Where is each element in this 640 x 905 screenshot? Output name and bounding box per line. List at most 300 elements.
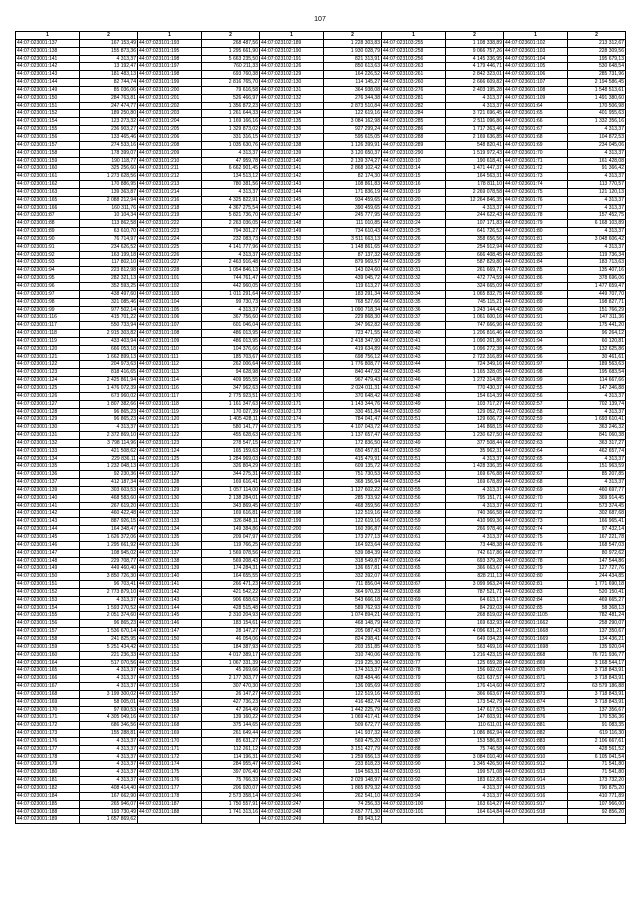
cadastral-value-cell: 390 459,65	[324, 204, 382, 212]
cadastral-value-cell: 96 865,23	[80, 408, 138, 416]
cadastral-value-cell: 2 773 879,10	[80, 588, 138, 596]
table-row	[16, 447, 626, 455]
cadastral-value-cell: 4 313,37	[446, 534, 504, 542]
cadastral-number-cell: 44:07:023102:148	[260, 220, 324, 228]
cadastral-value-cell: 198 827,71	[568, 298, 626, 306]
cadastral-value-cell: 887 926,15	[80, 518, 138, 526]
cadastral-number-cell: 44:07:023601:1662	[504, 620, 568, 628]
cadastral-value-cell: 2 372 869,10	[80, 432, 138, 440]
cadastral-number-cell: 44:07:023102:175	[260, 424, 324, 432]
cadastral-value-cell: 75 746,58	[446, 745, 504, 753]
cadastral-number-cell: 44:07:023601:873	[504, 690, 568, 698]
cadastral-value-cell: 1 750 557,91	[202, 800, 260, 808]
cadastral-number-cell: 44:07:023103:52	[382, 424, 446, 432]
cadastral-value-cell: 326 848,11	[202, 518, 260, 526]
cadastral-number-cell: 44:07:023102:149	[260, 228, 324, 236]
cadastral-number-cell: 44:07:023102:135	[260, 118, 324, 126]
cadastral-value-cell: 795 151,71	[446, 494, 504, 502]
cadastral-value-cell: 1 519 972,43	[446, 149, 504, 157]
table-row	[16, 228, 626, 236]
cadastral-number-cell: 44:07:023101:121	[138, 424, 202, 432]
table-row	[16, 39, 626, 47]
cadastral-number-cell: 44:07:023103:40	[382, 330, 446, 338]
cadastral-number-cell: 44:07:023001:126	[16, 392, 80, 400]
cadastral-number-cell: 44:07:023103:25	[382, 228, 446, 236]
cadastral-value-cell: 234 045,06	[568, 141, 626, 149]
cadastral-value-cell: 745 115,21	[446, 298, 504, 306]
table-row	[16, 204, 626, 212]
cadastral-value-cell: 330 451,84	[324, 408, 382, 416]
table-row	[16, 800, 626, 808]
cadastral-number-cell: 44:07:023602:80	[504, 573, 568, 581]
cadastral-number-cell: 44:07:023001:87	[16, 212, 80, 220]
cadastral-value-cell: 4 313,37	[568, 392, 626, 400]
cadastral-value-cell: 229 836,11	[80, 455, 138, 463]
cadastral-value-cell: 628 484,46	[324, 675, 382, 683]
cadastral-value-cell: 4 141 777,96	[202, 243, 260, 251]
cadastral-value-cell: 673 960,02	[80, 392, 138, 400]
cadastral-value-cell: 219 225,30	[324, 659, 382, 667]
cadastral-value-cell: 178 399,07	[80, 149, 138, 157]
cadastral-value-cell: 63 610,70	[80, 228, 138, 236]
cadastral-number-cell: 44:07:023601:916	[504, 792, 568, 800]
cadastral-value-cell: 332 392,07	[324, 573, 382, 581]
cadastral-number-cell: 44:07:023101:140	[138, 573, 202, 581]
cadastral-value-cell: 47 959,78	[202, 157, 260, 165]
cadastral-number-cell: 44:07:023001:147	[16, 549, 80, 557]
cadastral-number-cell: 44:07:023601:71	[504, 157, 568, 165]
cadastral-value-cell: 4 313,37	[446, 94, 504, 102]
table-row	[16, 628, 626, 636]
cadastral-value-cell: 580 141,77	[202, 424, 260, 432]
cadastral-value-cell: 9 066 757,26	[446, 47, 504, 55]
cadastral-number-cell: 44:07:023101:134	[138, 526, 202, 534]
cadastral-value-cell: 149 384,86	[202, 526, 260, 534]
cadastral-number-cell: 44:07:023101:201	[138, 94, 202, 102]
cadastral-value-cell: 1 345 426,50	[446, 761, 504, 769]
cadastral-number-cell: 44:07:023601:871	[504, 675, 568, 683]
cadastral-value-cell	[568, 816, 626, 824]
cadastral-number-cell: 44:07:023102:139	[260, 149, 324, 157]
cadastral-number-cell	[382, 816, 446, 824]
cadastral-value-cell: 563 469,16	[446, 643, 504, 651]
cadastral-value-cell: 4 313,37	[446, 792, 504, 800]
cadastral-value-cell: 60 120,81	[568, 337, 626, 345]
cadastral-number-cell: 44:07:023102:166	[260, 361, 324, 369]
cadastral-value-cell: 12 264 846,35	[446, 196, 504, 204]
cadastral-number-cell: 44:07:023602:58	[504, 408, 568, 416]
cadastral-value-cell: 2 194 586,45	[568, 79, 626, 87]
cadastral-value-cell: 744 761,47	[202, 275, 260, 283]
cadastral-number-cell: 44:07:023103:289	[382, 141, 446, 149]
cadastral-value-cell: 4 325 822,91	[202, 196, 260, 204]
cadastral-value-cell: 415 479,91	[324, 455, 382, 463]
cadastral-value-cell: 221 236,33	[80, 651, 138, 659]
table-row	[16, 345, 626, 353]
cadastral-number-cell: 44:07:023103:282	[382, 102, 446, 110]
cadastral-number-cell: 44:07:023001:149	[16, 86, 80, 94]
cadastral-number-cell: 44:07:023602:60	[504, 424, 568, 432]
column-header: 1	[382, 32, 446, 40]
cadastral-number-cell: 44:07:023601:82	[504, 243, 568, 251]
cadastral-number-cell: 44:07:023102:142	[260, 173, 324, 181]
cadastral-number-cell: 44:07:023103:35	[382, 298, 446, 306]
cadastral-number-cell: 44:07:023103:70	[382, 604, 446, 612]
cadastral-value-cell: 266 978,46	[446, 526, 504, 534]
cadastral-value-cell: 1 206 816,46	[446, 330, 504, 338]
cadastral-number-cell: 44:07:023101:200	[138, 86, 202, 94]
cadastral-number-cell: 44:07:023103:78	[382, 667, 446, 675]
cadastral-number-cell: 44:07:023103:286	[382, 126, 446, 134]
cadastral-value-cell: 4 313,37	[80, 737, 138, 745]
cadastral-number-cell: 44:07:023101:154	[138, 667, 202, 675]
cadastral-value-cell: 4 313,37	[568, 243, 626, 251]
cadastral-number-cell: 44:07:023601:1698	[504, 643, 568, 651]
table-row	[16, 510, 626, 518]
cadastral-number-cell: 44:07:023102:212	[260, 557, 324, 565]
cadastral-number-cell: 44:07:023101:159	[138, 706, 202, 714]
cadastral-value-cell: 73 448,38	[446, 541, 504, 549]
cadastral-value-cell: 89 943,12	[324, 816, 382, 824]
cadastral-number-cell: 44:07:023601:78	[504, 212, 568, 220]
cadastral-number-cell: 44:07:023601:872	[504, 683, 568, 691]
cadastral-number-cell: 44:07:023102:223	[260, 628, 324, 636]
cadastral-value-cell: 782 481,24	[568, 612, 626, 620]
cadastral-value-cell: 686 346,56	[80, 722, 138, 730]
cadastral-value-cell: 366 663,67	[446, 690, 504, 698]
cadastral-value-cell: 4 179 446,71	[446, 63, 504, 71]
cadastral-number-cell: 44:07:023001:156	[16, 133, 80, 141]
cadastral-number-cell: 44:07:023601:90	[504, 306, 568, 314]
cadastral-number-cell: 44:07:023102:228	[260, 667, 324, 675]
cadastral-value-cell: 449 460,40	[80, 565, 138, 573]
cadastral-value-cell: 415 701,22	[80, 314, 138, 322]
cadastral-value-cell: 3 199 300,02	[80, 690, 138, 698]
cadastral-value-cell: 468 148,79	[324, 620, 382, 628]
cadastral-number-cell: 44:07:023001:125	[16, 384, 80, 392]
cadastral-number-cell: 44:07:023102:176	[260, 432, 324, 440]
cadastral-value-cell: 698 756,12	[324, 353, 382, 361]
cadastral-number-cell: 44:07:023001:165	[16, 667, 80, 675]
table-row	[16, 753, 626, 761]
cadastral-number-cell: 44:07:023101:125	[138, 455, 202, 463]
cadastral-number-cell: 44:07:023101:102	[138, 283, 202, 291]
cadastral-value-cell: 3 718 843,91	[568, 667, 626, 675]
cadastral-value-cell: 517 070,56	[80, 659, 138, 667]
cadastral-value-cell: 103 717,27	[446, 400, 504, 408]
cadastral-number-cell: 44:07:023102:200	[260, 526, 324, 534]
cadastral-number-cell: 44:07:023001:149	[16, 565, 80, 573]
table-row	[16, 400, 626, 408]
cadastral-value-cell: 165 159,63	[202, 447, 260, 455]
cadastral-value-cell: 174 313,37	[324, 667, 382, 675]
cadastral-number-cell: 44:07:023601:80	[504, 228, 568, 236]
cadastral-number-cell: 44:07:023101:167	[138, 714, 202, 722]
cadastral-value-cell: 321 085,46	[80, 298, 138, 306]
cadastral-value-cell: 410 969,36	[446, 518, 504, 526]
cadastral-value-cell: 3 151 427,79	[324, 745, 382, 753]
cadastral-number-cell: 44:07:023001:134	[16, 455, 80, 463]
cadastral-value-cell: 1 405 428,11	[202, 416, 260, 424]
cadastral-number-cell: 44:07:023101:147	[138, 628, 202, 636]
cadastral-value-cell: 367 756,60	[202, 314, 260, 322]
table-row	[16, 777, 626, 785]
table-row	[16, 79, 626, 87]
cadastral-value-cell: 1 491 380,60	[568, 94, 626, 102]
cadastral-value-cell: 587 829,80	[446, 259, 504, 267]
cadastral-value-cell: 1 259 656,13	[324, 753, 382, 761]
cadastral-number-cell: 44:07:023103:79	[382, 675, 446, 683]
cadastral-value-cell: 3 798 114,96	[80, 439, 138, 447]
cadastral-value-cell: 5 663 235,50	[202, 55, 260, 63]
cadastral-value-cell: 1 776 808,77	[324, 361, 382, 369]
cadastral-number-cell: 44:07:023103:56	[382, 494, 446, 502]
cadastral-number-cell: 44:07:023001:159	[16, 157, 80, 165]
cadastral-number-cell: 44:07:023101:101	[138, 275, 202, 283]
cadastral-value-cell: 82 744,74	[80, 79, 138, 87]
cadastral-value-cell: 1 127 602,22	[324, 486, 382, 494]
cadastral-value-cell: 190 118,77	[80, 157, 138, 165]
cadastral-number-cell: 44:07:023102:154	[260, 267, 324, 275]
cadastral-value-cell: 1 261 644,33	[202, 110, 260, 118]
cadastral-number-cell: 44:07:023601:86	[504, 275, 568, 283]
cadastral-value-cell: 117 802,10	[80, 259, 138, 267]
cadastral-value-cell: 934 459,65	[324, 196, 382, 204]
table-row	[16, 620, 626, 628]
cadastral-value-cell: 331 316,15	[202, 133, 260, 141]
cadastral-value-cell: 4 305 049,16	[80, 714, 138, 722]
cadastral-value-cell: 747 666,96	[446, 322, 504, 330]
cadastral-number-cell: 44:07:023001:131	[16, 432, 80, 440]
table-row	[16, 675, 626, 683]
cadastral-number-cell: 44:07:023101:205	[138, 126, 202, 134]
cadastral-value-cell: 649 034,23	[446, 635, 504, 643]
cadastral-number-cell: 44:07:023601:917	[504, 800, 568, 808]
cadastral-value-cell: 147 346,88	[568, 384, 626, 392]
cadastral-number-cell: 44:07:023103:258	[382, 47, 446, 55]
cadastral-value-cell: 28 147,27	[202, 628, 260, 636]
cadastral-number-cell: 44:07:023103:21	[382, 204, 446, 212]
cadastral-value-cell: 742 617,86	[446, 549, 504, 557]
cadastral-number-cell: 44:07:023101:133	[138, 518, 202, 526]
cadastral-value-cell: 401 955,63	[568, 110, 626, 118]
cadastral-number-cell: 44:07:023101:105	[138, 306, 202, 314]
cadastral-number-cell: 44:07:023102:133	[260, 102, 324, 110]
cadastral-value-cell: 276 344,38	[324, 94, 382, 102]
table-row	[16, 541, 626, 549]
cadastral-number-cell: 44:07:023601:909	[504, 745, 568, 753]
cadastral-number-cell: 44:07:023001:179	[16, 761, 80, 769]
cadastral-number-cell: 44:07:023103:93	[382, 785, 446, 793]
cadastral-value-cell: 258 290,07	[568, 620, 626, 628]
table-row	[16, 588, 626, 596]
cadastral-number-cell: 44:07:023601:104	[504, 55, 568, 63]
cadastral-number-cell: 44:07:023102:187	[260, 494, 324, 502]
table-row	[16, 188, 626, 196]
cadastral-value-cell: 1 069 417,41	[324, 714, 382, 722]
table-row	[16, 745, 626, 753]
cadastral-number-cell: 44:07:023601:874	[504, 698, 568, 706]
cadastral-number-cell: 44:07:023103:68	[382, 588, 446, 596]
cadastral-value-cell: 906 658,63	[202, 596, 260, 604]
table-row	[16, 722, 626, 730]
cadastral-value-cell: 3 721 696,45	[446, 110, 504, 118]
cadastral-value-cell: 343 869,45	[202, 502, 260, 510]
cadastral-value-cell: 3 084 010,40	[446, 753, 504, 761]
cadastral-number-cell: 44:07:023103:73	[382, 628, 446, 636]
cadastral-value-cell: 363 246,32	[568, 424, 626, 432]
cadastral-number-cell: 44:07:023102:240	[260, 753, 324, 761]
cadastral-number-cell: 44:07:023103:55	[382, 486, 446, 494]
cadastral-value-cell: 3 120 650,37	[324, 149, 382, 157]
cadastral-value-cell: 96 865,23	[80, 416, 138, 424]
table-row	[16, 275, 626, 283]
cadastral-value-cell: 619 116,30	[568, 730, 626, 738]
cadastral-value-cell: 3 718 843,91	[568, 690, 626, 698]
cadastral-value-cell: 2 666 609,82	[446, 79, 504, 87]
table-row	[16, 432, 626, 440]
table-row	[16, 71, 626, 79]
cadastral-value-cell: 108 945,02	[80, 549, 138, 557]
cadastral-number-cell: 44:07:023101:197	[138, 63, 202, 71]
cadastral-value-cell: 129 052,73	[446, 408, 504, 416]
cadastral-number-cell: 44:07:023601:97	[504, 361, 568, 369]
cadastral-value-cell: 262 006,64	[202, 361, 260, 369]
cadastral-value-table	[15, 31, 626, 824]
cadastral-value-cell: 569 208,43	[202, 557, 260, 565]
cadastral-value-cell: 104 872,53	[568, 133, 626, 141]
cadastral-number-cell: 44:07:023601:96	[504, 353, 568, 361]
table-row	[16, 518, 626, 526]
column-header: 2	[324, 32, 382, 40]
cadastral-value-cell: 4 313,37	[80, 596, 138, 604]
cadastral-value-cell: 2 029 148,97	[324, 777, 382, 785]
cadastral-value-cell: 879 969,57	[324, 259, 382, 267]
cadastral-number-cell: 44:07:023001:124	[16, 377, 80, 385]
cadastral-value-cell: 122 619,16	[324, 518, 382, 526]
cadastral-value-cell: 64 613,17	[446, 596, 504, 604]
cadastral-number-cell: 44:07:023602:81	[504, 581, 568, 589]
cadastral-number-cell: 44:07:023102:248	[260, 808, 324, 816]
cadastral-number-cell: 44:07:023601:77	[504, 204, 568, 212]
cadastral-value-cell: 1 428 336,35	[446, 463, 504, 471]
cadastral-number-cell: 44:07:023001:132	[16, 439, 80, 447]
cadastral-number-cell: 44:07:023101:208	[138, 141, 202, 149]
table-row	[16, 659, 626, 667]
cadastral-number-cell: 44:07:023101:143	[138, 596, 202, 604]
cadastral-number-cell: 44:07:023103:23	[382, 212, 446, 220]
cadastral-value-cell: 548 820,41	[446, 141, 504, 149]
cadastral-number-cell: 44:07:023102:220	[260, 612, 324, 620]
cadastral-value-cell: 2 403 195,28	[446, 86, 504, 94]
cadastral-number-cell: 44:07:023602:1105	[504, 612, 568, 620]
table-row	[16, 573, 626, 581]
cadastral-value-cell: 10 104,34	[80, 212, 138, 220]
cadastral-number-cell: 44:07:023101:132	[138, 510, 202, 518]
cadastral-number-cell: 44:07:023001:128	[16, 408, 80, 416]
cadastral-number-cell: 44:07:023602:68	[504, 479, 568, 487]
cadastral-value-cell: 307 470,30	[202, 683, 260, 691]
cadastral-number-cell: 44:07:023602:64	[504, 447, 568, 455]
table-row	[16, 479, 626, 487]
cadastral-number-cell: 44:07:023101:150	[138, 635, 202, 643]
cadastral-value-cell: 790 875,20	[568, 785, 626, 793]
cadastral-number-cell: 44:07:023601:95	[504, 345, 568, 353]
cadastral-number-cell: 44:07:023001:164	[16, 659, 80, 667]
cadastral-number-cell: 44:07:023601:107	[504, 79, 568, 87]
cadastral-value-cell: 121 120,13	[568, 188, 626, 196]
cadastral-number-cell: 44:07:023102:184	[260, 486, 324, 494]
cadastral-value-cell: 173 542,79	[446, 698, 504, 706]
cadastral-value-cell: 203 151,85	[324, 643, 382, 651]
cadastral-number-cell: 44:07:023601:913	[504, 769, 568, 777]
cadastral-number-cell: 44:07:023602:59	[504, 416, 568, 424]
table-row	[16, 596, 626, 604]
cadastral-value-cell: 1 593 270,52	[80, 604, 138, 612]
cadastral-number-cell: 44:07:023602:69	[504, 486, 568, 494]
cadastral-number-cell: 44:07:023102:198	[260, 510, 324, 518]
cadastral-value-cell: 184 387,93	[202, 643, 260, 651]
cadastral-value-cell: 254 912,94	[446, 243, 504, 251]
cadastral-number-cell: 44:07:023602:67	[504, 471, 568, 479]
cadastral-value-cell: 486 013,95	[202, 330, 260, 338]
cadastral-number-cell: 44:07:023001:141	[16, 55, 80, 63]
cadastral-number-cell: 44:07:023102:141	[260, 165, 324, 173]
cadastral-number-cell: 44:07:023101:177	[138, 785, 202, 793]
cadastral-value-cell: 119 766,25	[202, 541, 260, 549]
cadastral-number-cell: 44:07:023101:131	[138, 502, 202, 510]
cadastral-value-cell: 282 321,13	[80, 275, 138, 283]
cadastral-number-cell: 44:07:023103:44	[382, 361, 446, 369]
cadastral-number-cell: 44:07:023001:155	[16, 126, 80, 134]
cadastral-number-cell: 44:07:023001:144	[16, 526, 80, 534]
table-row	[16, 110, 626, 118]
cadastral-number-cell: 44:07:023001:142	[16, 63, 80, 71]
table-row	[16, 581, 626, 589]
cadastral-value-cell: 4 313,37	[80, 675, 138, 683]
cadastral-number-cell: 44:07:023601:68	[504, 133, 568, 141]
cadastral-value-cell: 228 309,56	[568, 47, 626, 55]
cadastral-number-cell: 44:07:023102:177	[260, 439, 324, 447]
table-row	[16, 165, 626, 173]
cadastral-value-cell: 397 076,40	[202, 769, 260, 777]
cadastral-number-cell: 44:07:023001:133	[16, 447, 80, 455]
cadastral-number-cell: 44:07:023103:10	[382, 157, 446, 165]
cadastral-value-cell: 114 196,31	[202, 753, 260, 761]
cadastral-value-cell: 76 714,97	[80, 235, 138, 243]
cadastral-value-cell: 2 024 011,31	[324, 384, 382, 392]
cadastral-number-cell: 44:07:023101:193	[138, 39, 202, 47]
cadastral-number-cell: 44:07:023001:152	[16, 110, 80, 118]
cadastral-value-cell: 2 138 284,01	[202, 494, 260, 502]
cadastral-number-cell: 44:07:023101:214	[138, 188, 202, 196]
column-header: 1	[504, 32, 568, 40]
table-row	[16, 604, 626, 612]
cadastral-value-cell: 164 923,64	[324, 541, 382, 549]
cadastral-number-cell: 44:07:023103:42	[382, 345, 446, 353]
cadastral-value-cell: 183 612,83	[446, 777, 504, 785]
cadastral-value-cell: 416 482,74	[324, 698, 382, 706]
cadastral-number-cell: 44:07:023601:105	[504, 63, 568, 71]
cadastral-number-cell: 44:07:023101:118	[138, 400, 202, 408]
page-number: 107	[314, 16, 326, 23]
cadastral-number-cell: 44:07:023101:138	[138, 557, 202, 565]
table-row	[16, 455, 626, 463]
cadastral-value-cell: 183 154,61	[202, 620, 260, 628]
cadastral-value-cell: 2 169 636,85	[446, 133, 504, 141]
cadastral-value-cell: 127 727,76	[568, 565, 626, 573]
cadastral-value-cell: 326 804,29	[202, 463, 260, 471]
